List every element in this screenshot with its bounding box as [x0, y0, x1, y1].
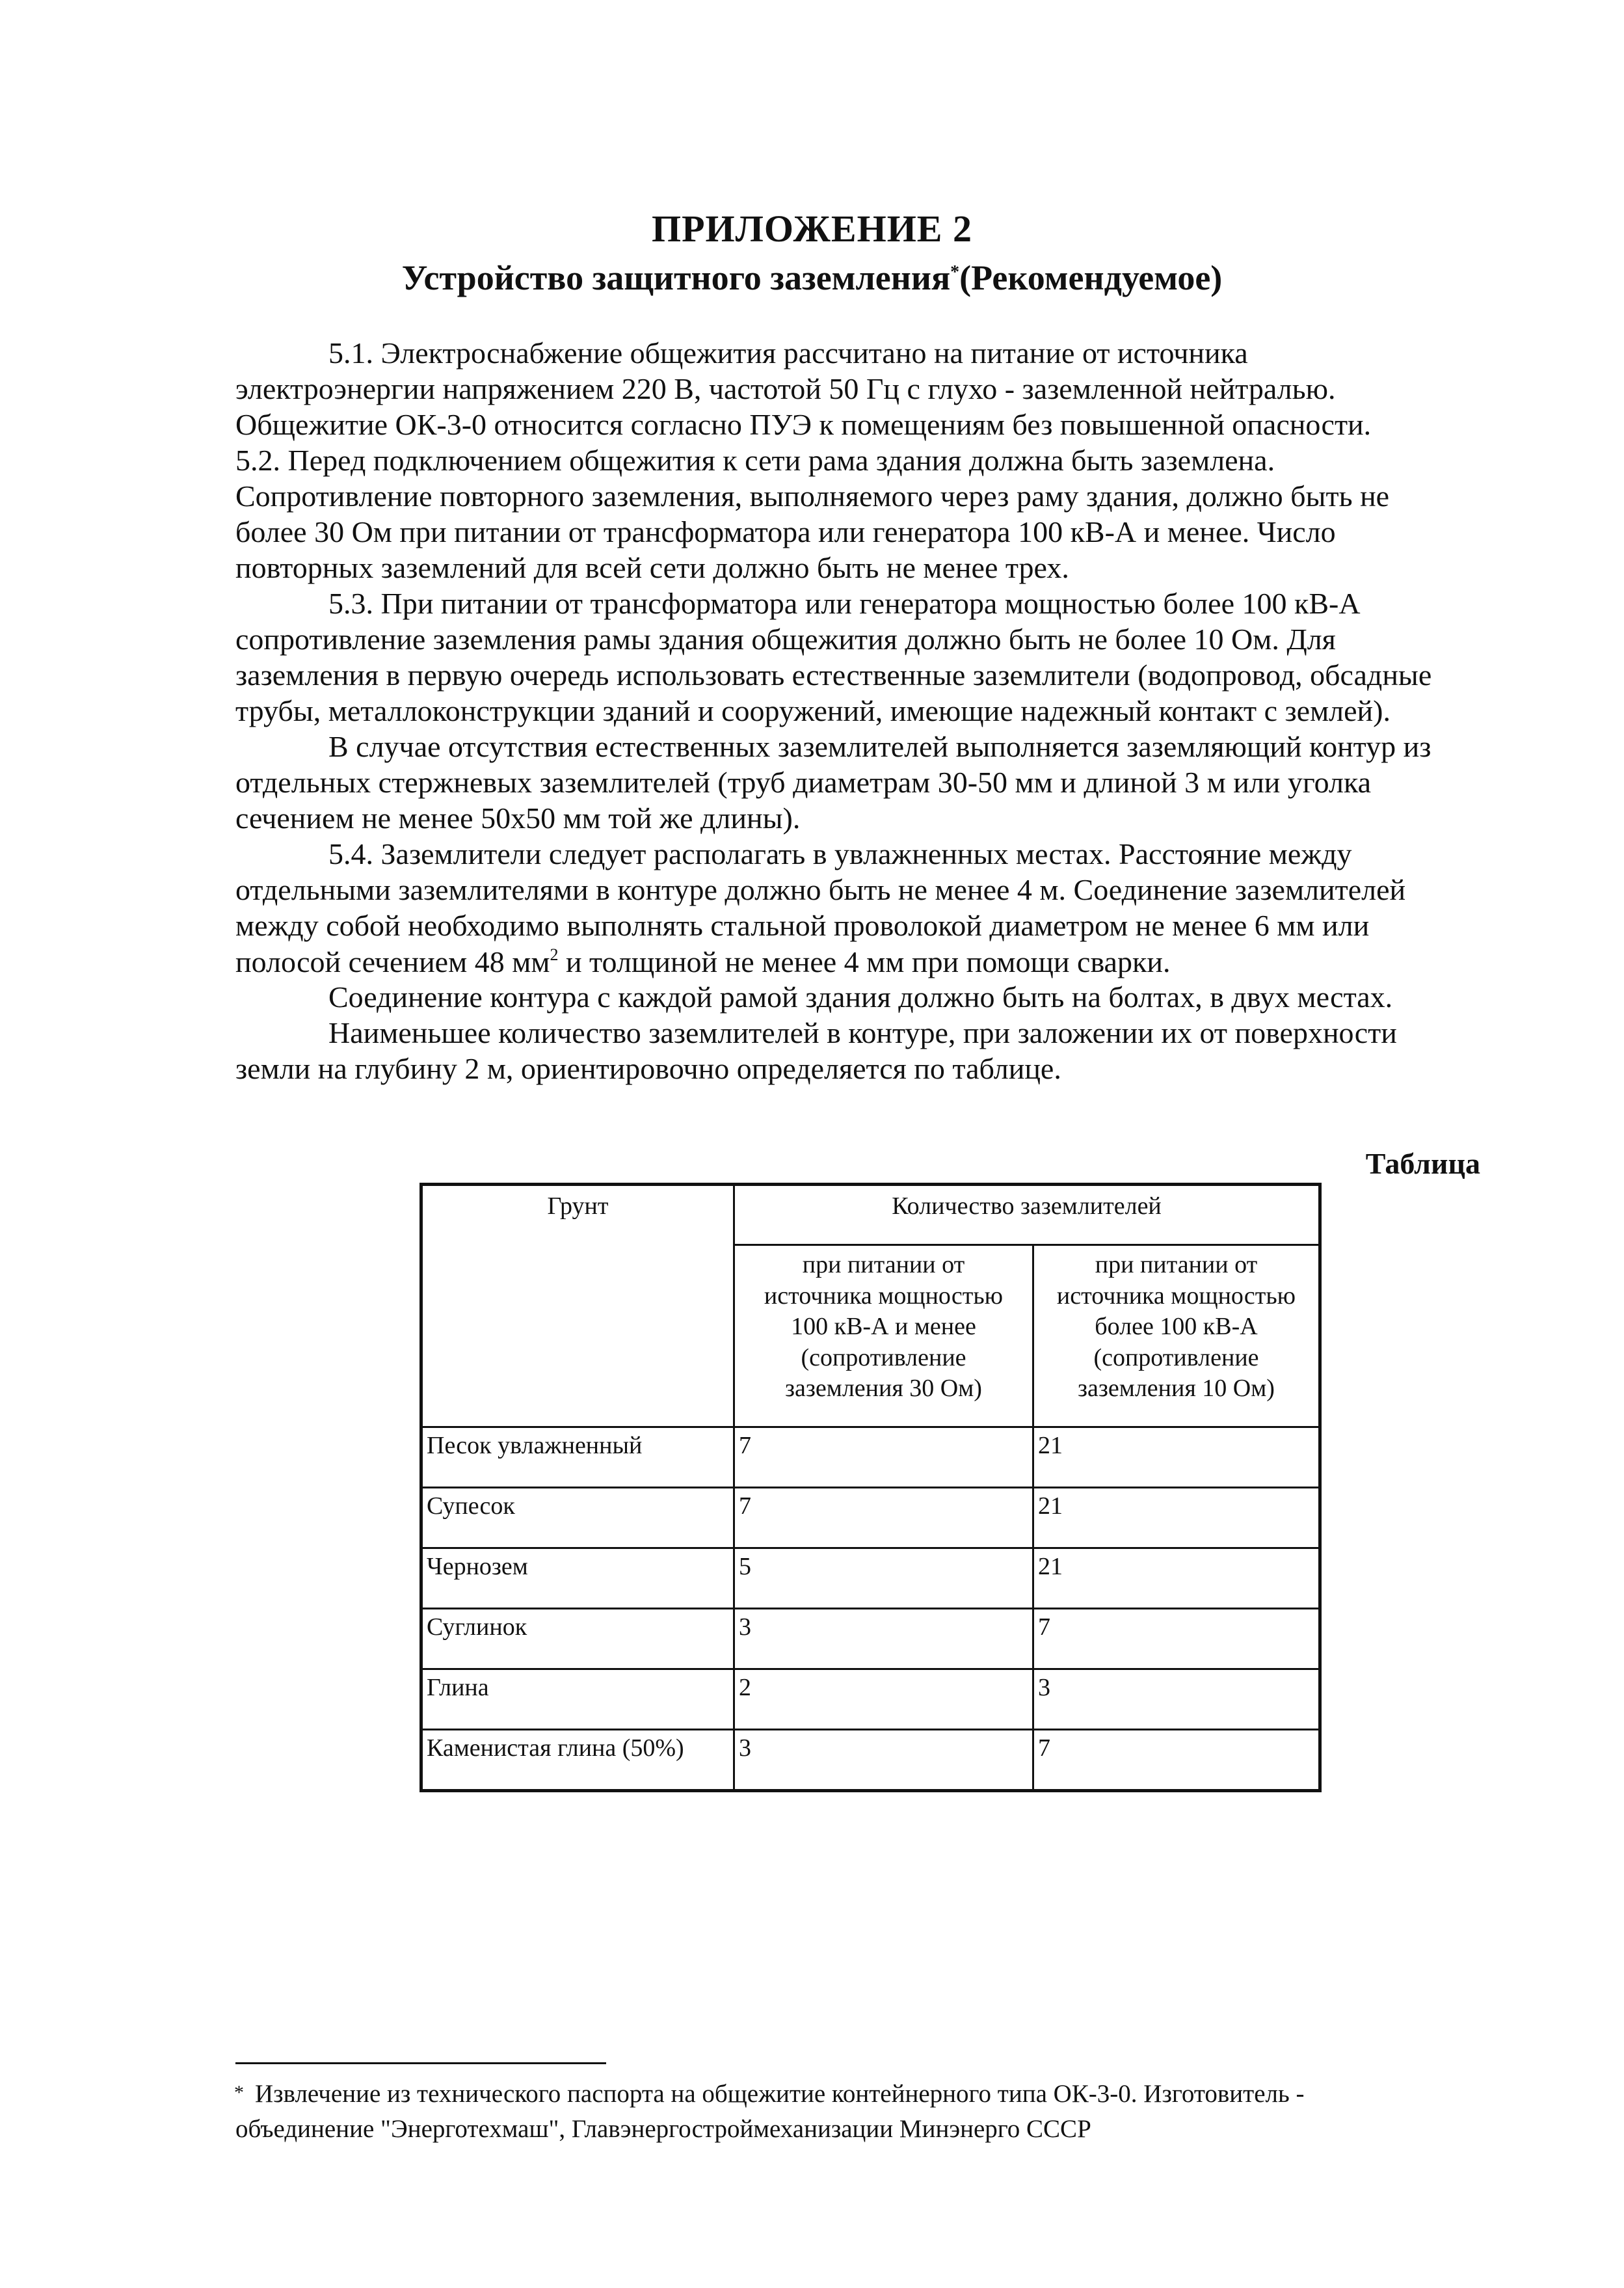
header-count: Количество заземлителей	[734, 1185, 1320, 1245]
text-line	[235, 947, 1170, 977]
count-cell: 5	[734, 1548, 1033, 1609]
count-cell: 2	[734, 1669, 1033, 1730]
subheader-line: источника мощностью	[1056, 1282, 1296, 1310]
subheader-line: источника мощностью	[764, 1282, 1004, 1310]
superscript: 2	[550, 945, 559, 964]
text-line: Общежитие ОК-3-0 относится согласно ПУЭ к помещениям без повышенной опасности.	[235, 408, 1372, 441]
footnote-line: Извлечение из технического паспорта на общежитие контейнерного типа ОК-3-0. Изготовитель -	[255, 2080, 1305, 2108]
appendix-title: ПРИЛОЖЕНИЕ 2	[652, 208, 972, 250]
text-line: Соединение контура с каждой рамой здания должно быть на болтах, в двух местах.	[328, 980, 1393, 1014]
text-line: более 30 Ом при питании от трансформатора или генератора 100 кВ-А и менее. Число	[235, 515, 1336, 548]
soil-cell: Каменистая глина (50%)	[421, 1730, 734, 1791]
subheader-line: при питании от	[1095, 1251, 1258, 1278]
text-line: сечением не менее 50х50 мм той же длины).	[235, 801, 801, 835]
count-cell: 7	[734, 1427, 1033, 1488]
subheader-line: заземления 30 Ом)	[785, 1375, 982, 1402]
count-cell: 3	[734, 1609, 1033, 1669]
count-cell: 7	[1033, 1730, 1320, 1791]
subheader-low-power	[734, 1245, 1033, 1427]
table-row	[421, 1427, 1320, 1488]
text-fragment: и толщиной не менее 4 мм при помощи сварки.	[558, 945, 1171, 978]
subtitle-tail: (Рекомендуемое)	[959, 258, 1223, 297]
text-line: трубы, металлоконструкции зданий и сооружений, имеющие надежный контакт с землей).	[235, 694, 1391, 727]
text-fragment: полосой сечением 48 мм	[235, 945, 550, 978]
text-line: земли на глубину 2 м, ориентировочно определяется по таблице.	[235, 1052, 1061, 1085]
table-row	[421, 1548, 1320, 1609]
footnote-line: объединение "Энерготехмаш", Главэнергостроймеханизации Минэнерго СССР	[235, 2115, 1091, 2143]
count-cell: 3	[1033, 1669, 1320, 1730]
footnote-divider	[235, 2062, 606, 2064]
table-row	[421, 1609, 1320, 1669]
subheader-line: при питании от	[802, 1251, 965, 1278]
soil-cell: Супесок	[421, 1488, 734, 1548]
table-row	[421, 1488, 1320, 1548]
text-line: заземления в первую очередь использовать естественные заземлители (водопровод, обсадные	[235, 658, 1432, 692]
soil-cell: Песок увлажненный	[421, 1427, 734, 1488]
footnote-mark: *	[234, 2082, 244, 2103]
text-line: 5.4. Заземлители следует располагать в увлажненных местах. Расстояние между	[328, 837, 1352, 870]
subheader-high-power	[1033, 1245, 1320, 1427]
text-line: 5.2. Перед подключением общежития к сети рама здания должна быть заземлена.	[235, 444, 1275, 477]
text-line: повторных заземлений для всей сети должно быть не менее трех.	[235, 551, 1069, 584]
subheader-line: более 100 кВ-А	[1095, 1313, 1258, 1340]
count-cell: 7	[1033, 1609, 1320, 1669]
table-row	[421, 1669, 1320, 1730]
text-line: отдельных стержневых заземлителей (труб диаметрам 30-50 мм и длиной 3 м или уголка	[235, 766, 1372, 799]
count-cell: 21	[1033, 1427, 1320, 1488]
subheader-line: (сопротивление	[1093, 1343, 1259, 1371]
count-cell: 21	[1033, 1488, 1320, 1548]
appendix-subtitle	[0, 258, 1624, 298]
grounding-table	[419, 1183, 1322, 1792]
subheader-line: (сопротивление	[801, 1343, 966, 1371]
soil-cell: Чернозем	[421, 1548, 734, 1609]
soil-cell: Суглинок	[421, 1609, 734, 1669]
count-cell: 3	[734, 1730, 1033, 1791]
soil-cell: Глина	[421, 1669, 734, 1730]
count-cell: 21	[1033, 1548, 1320, 1609]
text-line: В случае отсутствия естественных заземлителей выполняется заземляющий контур из	[328, 730, 1431, 763]
table-row	[421, 1730, 1320, 1791]
text-line: Сопротивление повторного заземления, выполняемого через раму здания, должно быть не	[235, 479, 1390, 513]
text-line: между собой необходимо выполнять стальной проволокой диаметром не менее 6 мм или	[235, 909, 1370, 942]
text-line: отдельными заземлителями в контуре должно быть не менее 4 м. Соединение заземлителей	[235, 873, 1406, 906]
footnote-marker: *	[950, 262, 960, 282]
subheader-line: 100 кВ-А и менее	[791, 1313, 976, 1340]
text-line: электроэнергии напряжением 220 В, частотой 50 Гц с глухо - заземленной нейтралью.	[235, 372, 1336, 405]
header-soil: Грунт	[421, 1185, 734, 1427]
table-header-row	[421, 1185, 1320, 1245]
count-cell: 7	[734, 1488, 1033, 1548]
subheader-line: заземления 10 Ом)	[1078, 1375, 1275, 1402]
text-line: 5.3. При питании от трансформатора или генератора мощностью более 100 кВ-А	[328, 587, 1361, 620]
text-line: 5.1. Электроснабжение общежития рассчитано на питание от источника	[328, 336, 1248, 370]
text-line: сопротивление заземления рамы здания общежития должно быть не более 10 Ом. Для	[235, 623, 1336, 656]
subtitle-main: Устройство защитного заземления	[401, 258, 951, 297]
table-label: Таблица	[1365, 1147, 1480, 1180]
text-line: Наименьшее количество заземлителей в контуре, при заложении их от поверхности	[328, 1016, 1397, 1049]
